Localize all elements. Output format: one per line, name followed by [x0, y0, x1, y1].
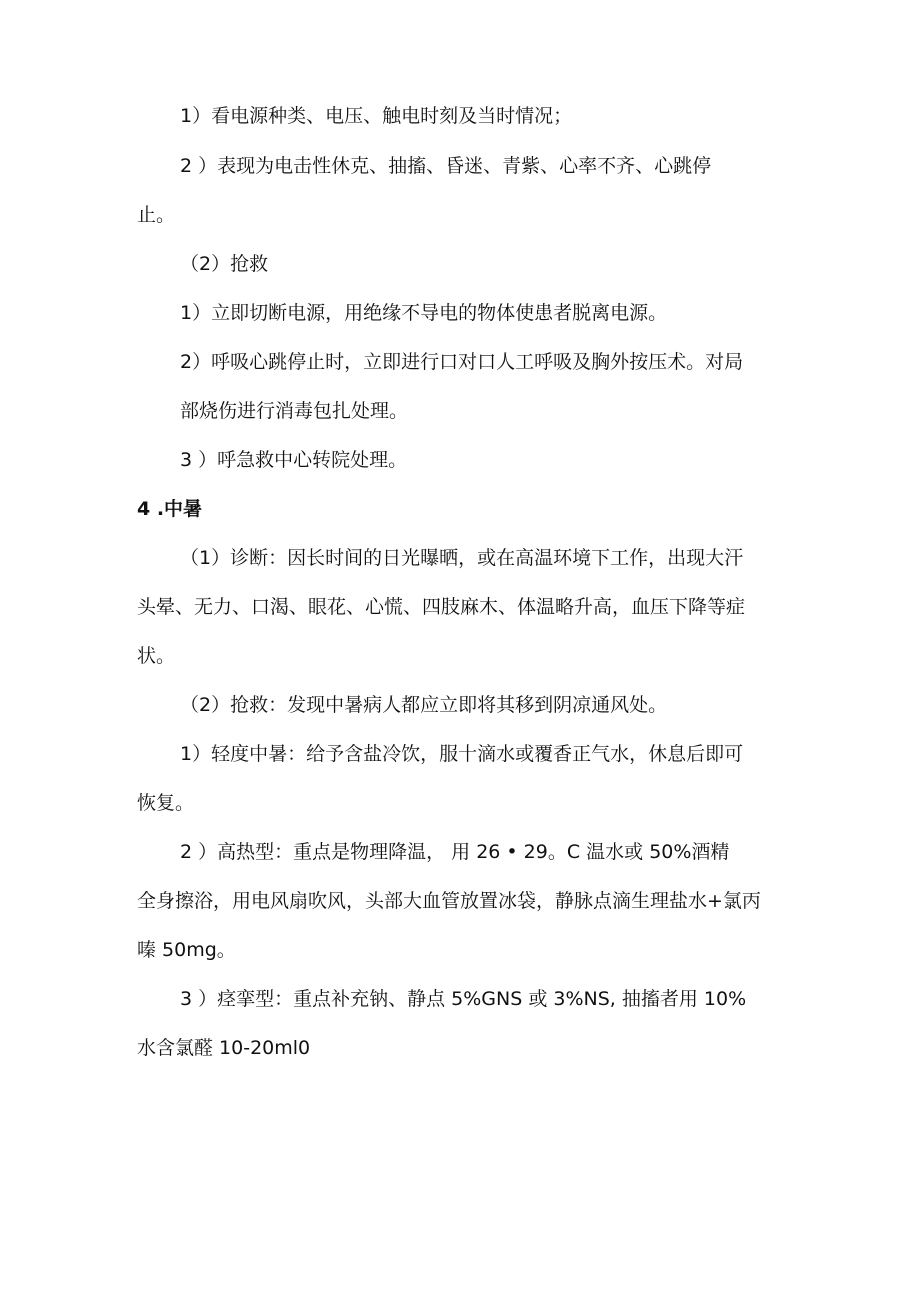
- text-line-14: 1）轻度中暑：给予含盐冷饮，服十滴水或覆香正气水，休息后即可: [180, 743, 744, 765]
- text-line-12: 状。: [137, 645, 176, 667]
- text-line-20: 水含氯醛 10-20ml0: [137, 1037, 311, 1059]
- text-line-6: 2）呼吸心跳停止时，立即进行口对口人工呼吸及胸外按压术。对局: [180, 351, 744, 373]
- text-line-4: （2）抢救: [180, 253, 269, 275]
- text-line-8: 3 ）呼急救中心转院处理。: [180, 449, 408, 471]
- text-line-15: 恢复。: [137, 792, 195, 814]
- text-line-2: 2 ）表现为电击性休克、抽搐、昏迷、青紫、心率不齐、心跳停: [180, 155, 712, 177]
- text-line-1: 1）看电源种类、电压、触电时刻及当时情况；: [180, 105, 573, 127]
- text-line-3: 止。: [137, 204, 176, 226]
- text-line-19: 3 ）痉挛型：重点补充钠、静点 5%GNS 或 3%NS, 抽搐者用 10%: [180, 988, 747, 1010]
- text-line-7: 部烧伤进行消毒包扎处理。: [180, 400, 409, 422]
- text-line-16: 2 ）高热型：重点是物理降温， 用 26 • 29。C 温水或 50%酒精: [180, 841, 730, 863]
- text-line-10: （1）诊断：因长时间的日光曝晒，或在高温环境下工作，出现大汗: [180, 547, 744, 569]
- section-heading: 4 .中暑: [137, 498, 203, 520]
- text-line-11: 头晕、无力、口渴、眼花、心慌、四肢麻木、体温略升高，血压下降等症: [137, 596, 746, 618]
- text-line-18: 嗪 50mg。: [137, 939, 236, 961]
- text-line-17: 全身擦浴，用电风扇吹风，头部大血管放置冰袋，静脉点滴生理盐水+氯丙: [137, 890, 761, 912]
- text-line-13: （2）抢救：发现中暑病人都应立即将其移到阴凉通风处。: [180, 694, 668, 716]
- text-line-5: 1）立即切断电源，用绝缘不导电的物体使患者脱离电源。: [180, 302, 668, 324]
